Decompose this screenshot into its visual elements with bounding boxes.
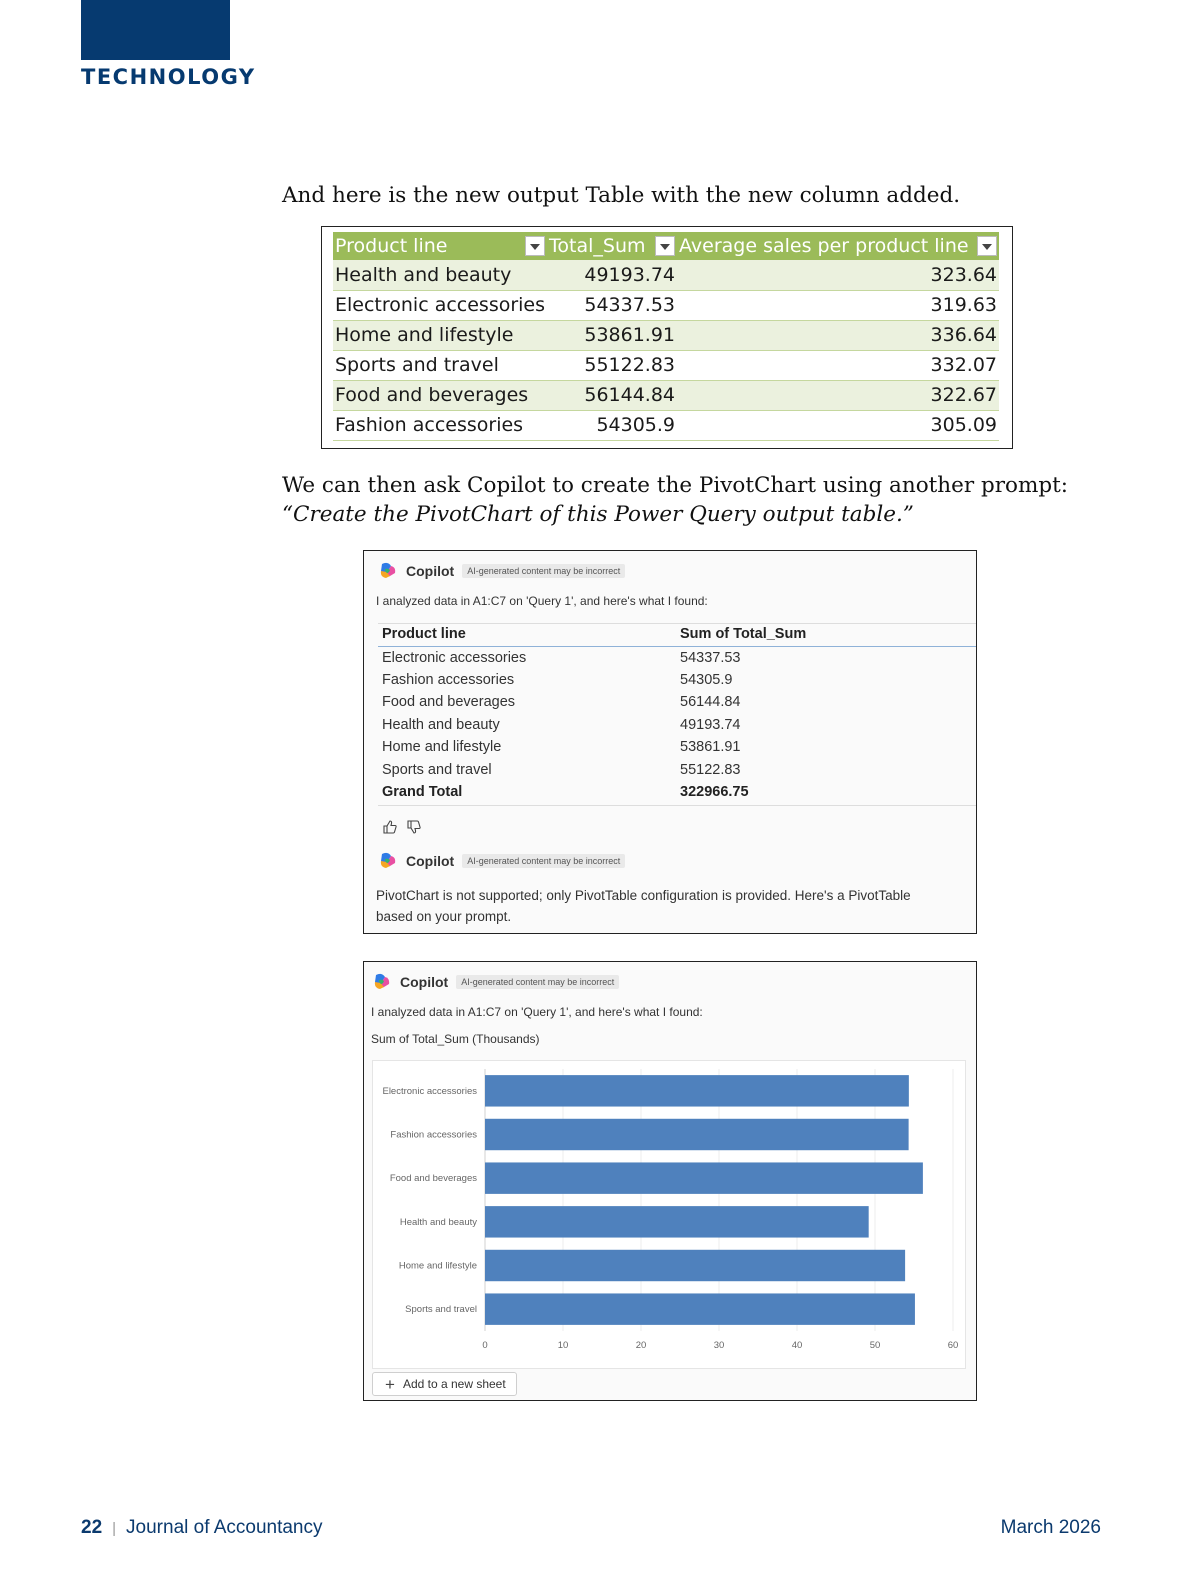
excel-header-cell (547, 232, 677, 260)
feedback-buttons (382, 819, 422, 835)
table-cell[interactable]: Health and beauty (333, 260, 547, 290)
journal-name: Journal of Accountancy (126, 1517, 323, 1538)
excel-header-row (333, 232, 999, 260)
bar-chart-card (372, 1060, 966, 1369)
pivot-cell: 56144.84 (680, 694, 741, 711)
section-label: TECHNOLOGY (81, 65, 256, 89)
copilot-reply-header (378, 851, 625, 871)
filter-dropdown-icon[interactable] (525, 236, 545, 256)
ai-disclaimer-badge: AI-generated content may be incorrect (456, 975, 619, 989)
bar (485, 1075, 909, 1106)
thumbs-up-icon[interactable] (382, 819, 398, 835)
table-row (333, 260, 999, 290)
excel-header-label: Product line (335, 235, 448, 257)
copilot-name: Copilot (400, 974, 449, 990)
excel-output-table (333, 232, 999, 441)
ai-disclaimer-badge: AI-generated content may be incorrect (462, 854, 625, 868)
table-cell[interactable]: Food and beverages (333, 380, 547, 410)
excel-header-cell (333, 232, 547, 260)
copilot-header (372, 972, 619, 992)
pivot-cell: 54305.9 (680, 671, 733, 688)
pivot-cell: 53861.91 (680, 739, 741, 756)
chart-title: Sum of Total_Sum (Thousands) (371, 1032, 540, 1046)
copilot-pivottable-panel (363, 550, 977, 934)
prompt-quote-text: “Create the PivotChart of this Power Query output table.” (282, 502, 914, 527)
table-cell[interactable]: 56144.84 (547, 380, 677, 410)
table-cell[interactable]: 53861.91 (547, 320, 677, 350)
table-cell[interactable]: 322.67 (677, 380, 999, 410)
excel-header-cell (677, 232, 999, 260)
table-row (333, 290, 999, 320)
bar (485, 1206, 869, 1237)
copilot-analysis-text: I analyzed data in A1:C7 on 'Query 1', and here's what I found: (376, 594, 708, 608)
add-to-new-sheet-button[interactable] (372, 1372, 517, 1396)
x-tick-label: 40 (791, 1340, 803, 1351)
table-row (378, 759, 976, 782)
table-cell[interactable]: 332.07 (677, 350, 999, 380)
table-cell[interactable]: 54337.53 (547, 290, 677, 320)
table-cell[interactable]: 54305.9 (547, 410, 677, 440)
table-row (378, 669, 976, 692)
category-tick-label: Food and beverages (389, 1173, 477, 1185)
table-cell[interactable]: 319.63 (677, 290, 999, 320)
copilot-reply-line: based on your prompt. (376, 909, 512, 924)
pivot-cell: 54337.53 (680, 649, 741, 666)
pivot-header-cell: Product line (378, 623, 676, 646)
excel-header-label: Total_Sum (549, 235, 646, 257)
table-cell[interactable]: Electronic accessories (333, 290, 547, 320)
table-cell[interactable]: 323.64 (677, 260, 999, 290)
table-row (378, 714, 976, 737)
category-tick-label: Electronic accessories (382, 1085, 477, 1097)
issue-date: March 2026 (1000, 1517, 1101, 1538)
pivot-bottom-divider (378, 805, 976, 806)
table-cell[interactable]: Fashion accessories (333, 410, 547, 440)
ai-disclaimer-badge: AI-generated content may be incorrect (462, 564, 625, 578)
copilot-logo-icon (378, 561, 398, 581)
x-tick-label: 30 (713, 1340, 725, 1351)
copilot-logo-icon (378, 851, 398, 871)
copilot-logo-icon (372, 972, 392, 992)
x-tick-label: 10 (557, 1340, 569, 1351)
pivot-header-cell: Sum of Total_Sum (676, 623, 976, 646)
table-cell[interactable]: 49193.74 (547, 260, 677, 290)
table-cell[interactable]: 55122.83 (547, 350, 677, 380)
pivot-header-row (378, 623, 976, 646)
pivot-cell: 322966.75 (680, 784, 749, 801)
table-cell[interactable]: 305.09 (677, 410, 999, 440)
copilot-chart-panel (363, 961, 977, 1401)
copilot-analysis-text: I analyzed data in A1:C7 on 'Query 1', and here's what I found: (371, 1005, 703, 1019)
copilot-reply-line: PivotChart is not supported; only PivotTable configuration is provided. Here's a PivotTable (376, 888, 911, 903)
table-cell[interactable]: Home and lifestyle (333, 320, 547, 350)
pivot-cell: Home and lifestyle (382, 739, 502, 756)
category-tick-label: Home and lifestyle (398, 1260, 477, 1272)
page-number: 22 (81, 1517, 103, 1538)
thumbs-down-icon[interactable] (406, 819, 422, 835)
x-tick-label: 0 (482, 1340, 488, 1351)
footer-left (81, 1517, 323, 1539)
pivot-cell: 49193.74 (680, 716, 741, 733)
pivot-cell: Fashion accessories (382, 671, 515, 688)
grand-total-row (378, 781, 976, 804)
x-tick-label: 50 (869, 1340, 881, 1351)
table-row (378, 646, 976, 669)
footer-separator: | (112, 1520, 117, 1537)
pivot-cell: Food and beverages (382, 694, 516, 711)
intro-paragraph: And here is the new output Table with the new column added. (282, 183, 961, 208)
prompt-paragraph (282, 471, 1068, 529)
category-tick-label: Health and beauty (399, 1216, 477, 1228)
plus-icon: + (385, 1374, 395, 1394)
bar (485, 1250, 905, 1281)
pivot-cell: Health and beauty (382, 716, 500, 733)
x-tick-label: 60 (947, 1340, 959, 1351)
table-cell[interactable]: Sports and travel (333, 350, 547, 380)
excel-header-label: Average sales per product line (679, 235, 969, 257)
bar (485, 1119, 909, 1150)
header-color-block (81, 0, 230, 60)
excel-table-screenshot (321, 226, 1013, 449)
pivot-table (378, 623, 976, 804)
filter-dropdown-icon[interactable] (655, 236, 675, 256)
table-row (333, 410, 999, 440)
table-row (333, 380, 999, 410)
table-row (333, 350, 999, 380)
prompt-lead-text: We can then ask Copilot to create the PivotChart using another prompt: (282, 473, 1068, 498)
copilot-name: Copilot (406, 853, 455, 869)
filter-dropdown-icon[interactable] (977, 236, 997, 256)
pivot-cell: Electronic accessories (382, 649, 527, 666)
category-tick-label: Sports and travel (405, 1304, 477, 1316)
category-tick-label: Fashion accessories (390, 1129, 477, 1141)
table-row (378, 691, 976, 714)
copilot-header (378, 561, 625, 581)
copilot-reply-text (376, 885, 911, 927)
table-row (378, 736, 976, 759)
copilot-name: Copilot (406, 563, 455, 579)
bar (485, 1162, 923, 1193)
pivot-cell: Grand Total (382, 784, 463, 801)
pivot-cell: Sports and travel (382, 761, 492, 778)
add-to-new-sheet-label: Add to a new sheet (402, 1377, 506, 1391)
bar (485, 1293, 915, 1324)
x-tick-label: 20 (635, 1340, 647, 1351)
pivot-cell: 55122.83 (680, 761, 741, 778)
table-row (333, 320, 999, 350)
bar-chart (373, 1061, 967, 1370)
table-cell[interactable]: 336.64 (677, 320, 999, 350)
